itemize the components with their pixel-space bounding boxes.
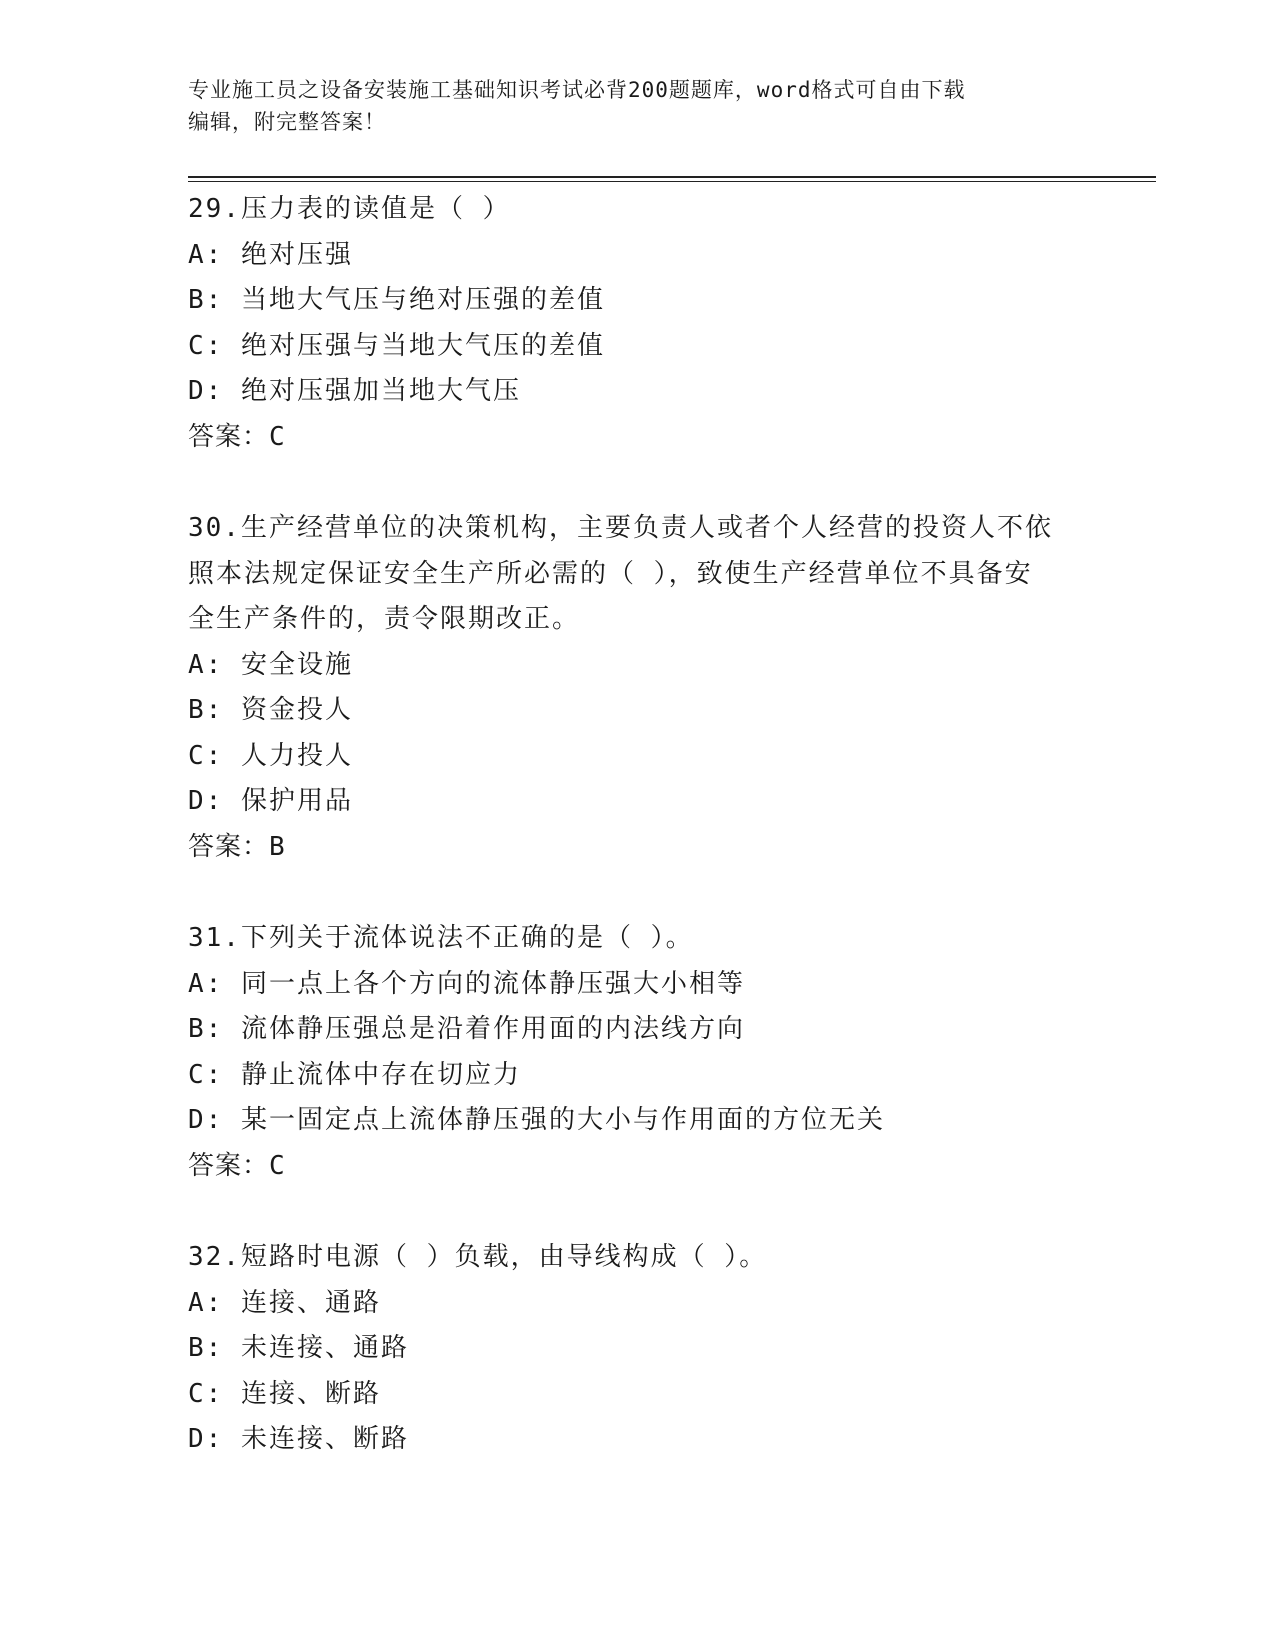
- answer-line: 答案：C: [188, 1150, 286, 1181]
- header-line-2: 编辑，附完整答案！: [188, 110, 386, 134]
- option-d: D: 未连接、断路: [188, 1424, 409, 1454]
- header-divider-thin: [188, 181, 1156, 182]
- option-a: A: 安全设施: [188, 649, 353, 680]
- question-stem: 31.下列关于流体说法不正确的是（ ）。: [188, 923, 694, 953]
- option-d: D: 保护用品: [188, 786, 353, 816]
- question-32: [188, 1235, 1088, 1463]
- option-b: B: 未连接、通路: [188, 1333, 409, 1363]
- option-a: A: 连接、通路: [188, 1287, 381, 1318]
- question-list: [188, 187, 1088, 1509]
- question-stem: 32.短路时电源（ ）负载，由导线构成（ ）。: [188, 1242, 768, 1272]
- option-c: C: 静止流体中存在切应力: [188, 1059, 521, 1090]
- option-a: A: 绝对压强: [188, 239, 353, 270]
- question-stem-line-2: 照本法规定保证安全生产所必需的（ ），致使生产经营单位不具备安: [188, 558, 1033, 589]
- document-header: [188, 74, 1068, 138]
- question-stem-line-3: 全生产条件的，责令限期改正。: [188, 604, 581, 634]
- option-b: B: 当地大气压与绝对压强的差值: [188, 285, 605, 315]
- option-b: B: 资金投人: [188, 695, 353, 725]
- question-30: [188, 506, 1088, 870]
- option-c: C: 连接、断路: [188, 1378, 381, 1409]
- question-29: [188, 187, 1088, 460]
- option-a: A: 同一点上各个方向的流体静压强大小相等: [188, 968, 745, 999]
- option-b: B: 流体静压强总是沿着作用面的内法线方向: [188, 1014, 745, 1044]
- answer-line: 答案：B: [188, 831, 286, 862]
- question-stem-line-1: 30.生产经营单位的决策机构，主要负责人或者个人经营的投资人不依: [188, 513, 1053, 543]
- option-d: D: 某一固定点上流体静压强的大小与作用面的方位无关: [188, 1105, 885, 1135]
- question-31: [188, 916, 1088, 1189]
- header-divider-thick: [188, 176, 1156, 178]
- answer-line: 答案：C: [188, 421, 286, 452]
- question-stem: 29.压力表的读值是（ ）: [188, 194, 511, 224]
- option-d: D: 绝对压强加当地大气压: [188, 376, 521, 406]
- option-c: C: 人力投人: [188, 740, 353, 771]
- header-line-1: 专业施工员之设备安装施工基础知识考试必背200题题库，word格式可自由下载: [188, 78, 966, 102]
- option-c: C: 绝对压强与当地大气压的差值: [188, 330, 605, 361]
